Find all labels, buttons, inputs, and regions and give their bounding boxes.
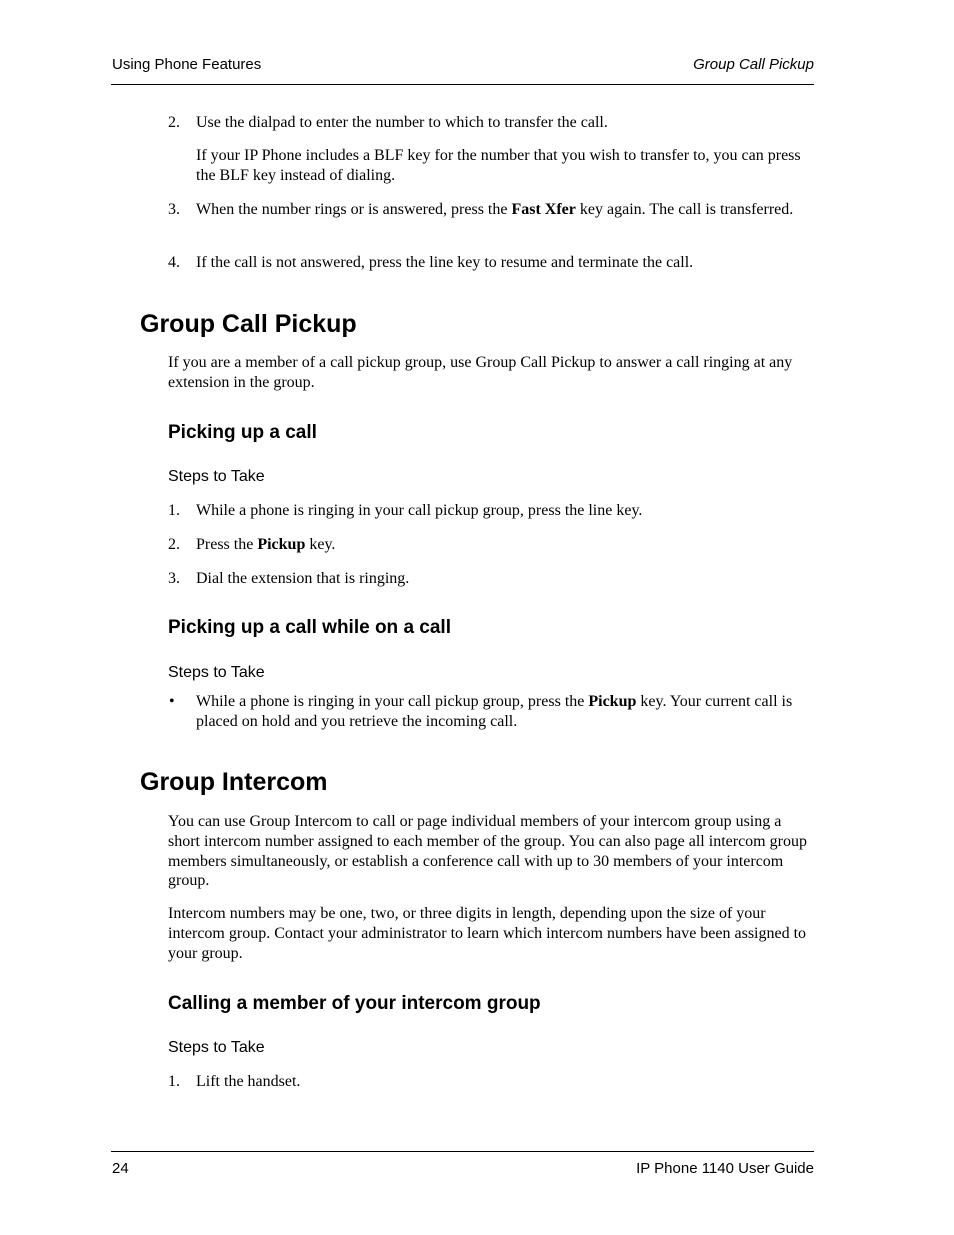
footer-rule bbox=[111, 1151, 814, 1152]
transfer-step-2 bbox=[168, 113, 814, 133]
steps-to-take-label: Steps to Take bbox=[168, 1039, 265, 1056]
transfer-step-4 bbox=[168, 253, 814, 273]
section-title-group-call-pickup: Group Call Pickup bbox=[140, 310, 357, 338]
group-intercom-paragraph-2: Intercom numbers may be one, two, or three digits in length, depending upon the size of your intercom group. Contact your administrator to learn which intercom numbers have been assigned to your group. bbox=[168, 905, 807, 962]
step-number: 1. bbox=[168, 502, 180, 519]
steps-to-take-label: Steps to Take bbox=[168, 664, 265, 681]
pickup-key-label: Pickup bbox=[257, 536, 306, 553]
subsection-title-picking-up-a-call: Picking up a call bbox=[168, 422, 317, 443]
step-number: 2. bbox=[168, 536, 180, 553]
bullet-marker: • bbox=[169, 693, 175, 710]
step-text: While a phone is ringing in your call pickup group, press the line key. bbox=[196, 502, 643, 519]
transfer-step-2-note bbox=[168, 146, 814, 186]
step-number: 1. bbox=[168, 1073, 180, 1090]
step-number: 3. bbox=[168, 570, 180, 587]
step-text: Press the Pickup key. bbox=[196, 536, 336, 553]
fast-xfer-key-label: Fast Xfer bbox=[511, 201, 576, 218]
step-number: 3. bbox=[168, 201, 180, 218]
pickup-step-1 bbox=[168, 501, 814, 521]
pickup-key-label: Pickup bbox=[588, 693, 637, 710]
intercom-step-1 bbox=[168, 1072, 814, 1092]
group-call-pickup-intro: If you are a member of a call pickup group, use Group Call Pickup to answer a call ringing at any extension in the group. bbox=[168, 354, 793, 391]
section-title-group-intercom: Group Intercom bbox=[140, 768, 328, 796]
subsection-title-calling-intercom-member: Calling a member of your intercom group bbox=[168, 993, 541, 1014]
step-text: When the number rings or is answered, press the Fast Xfer key again. The call is transferred. bbox=[196, 201, 794, 218]
steps-to-take-label: Steps to Take bbox=[168, 468, 265, 485]
header-topic-name: Group Call Pickup bbox=[693, 56, 814, 73]
pickup-step-3 bbox=[168, 569, 814, 589]
guide-title: IP Phone 1140 User Guide bbox=[636, 1160, 814, 1177]
page-number: 24 bbox=[112, 1160, 129, 1177]
header-section-name: Using Phone Features bbox=[112, 56, 262, 73]
step-number: 2. bbox=[168, 114, 180, 131]
step-number: 4. bbox=[168, 254, 180, 271]
transfer-step-3 bbox=[168, 200, 814, 220]
step-text: If the call is not answered, press the line key to resume and terminate the call. bbox=[196, 254, 694, 271]
pickup-step-2 bbox=[168, 535, 814, 555]
step-text: Lift the handset. bbox=[196, 1073, 301, 1090]
pickup-while-on-call-bullet-item bbox=[168, 692, 814, 732]
step-text: Dial the extension that is ringing. bbox=[196, 570, 410, 587]
step-text: Use the dialpad to enter the number to which to transfer the call. bbox=[196, 114, 608, 131]
step-note: If your IP Phone includes a BLF key for the number that you wish to transfer to, you can press the BLF key instead of dialing. bbox=[196, 147, 801, 184]
header-rule bbox=[111, 84, 814, 85]
group-intercom-paragraph-1: You can use Group Intercom to call or page individual members of your intercom group using a short intercom number assigned to each member of the group. You can also page all intercom group members simultaneously, or establish a conference call with up to 30 members of your intercom group. bbox=[168, 813, 807, 890]
subsection-title-picking-up-while-on-call: Picking up a call while on a call bbox=[168, 617, 451, 638]
bullet-text: While a phone is ringing in your call pickup group, press the Pickup key. Your current call is placed on hold and you retrieve the incoming call. bbox=[196, 693, 793, 730]
